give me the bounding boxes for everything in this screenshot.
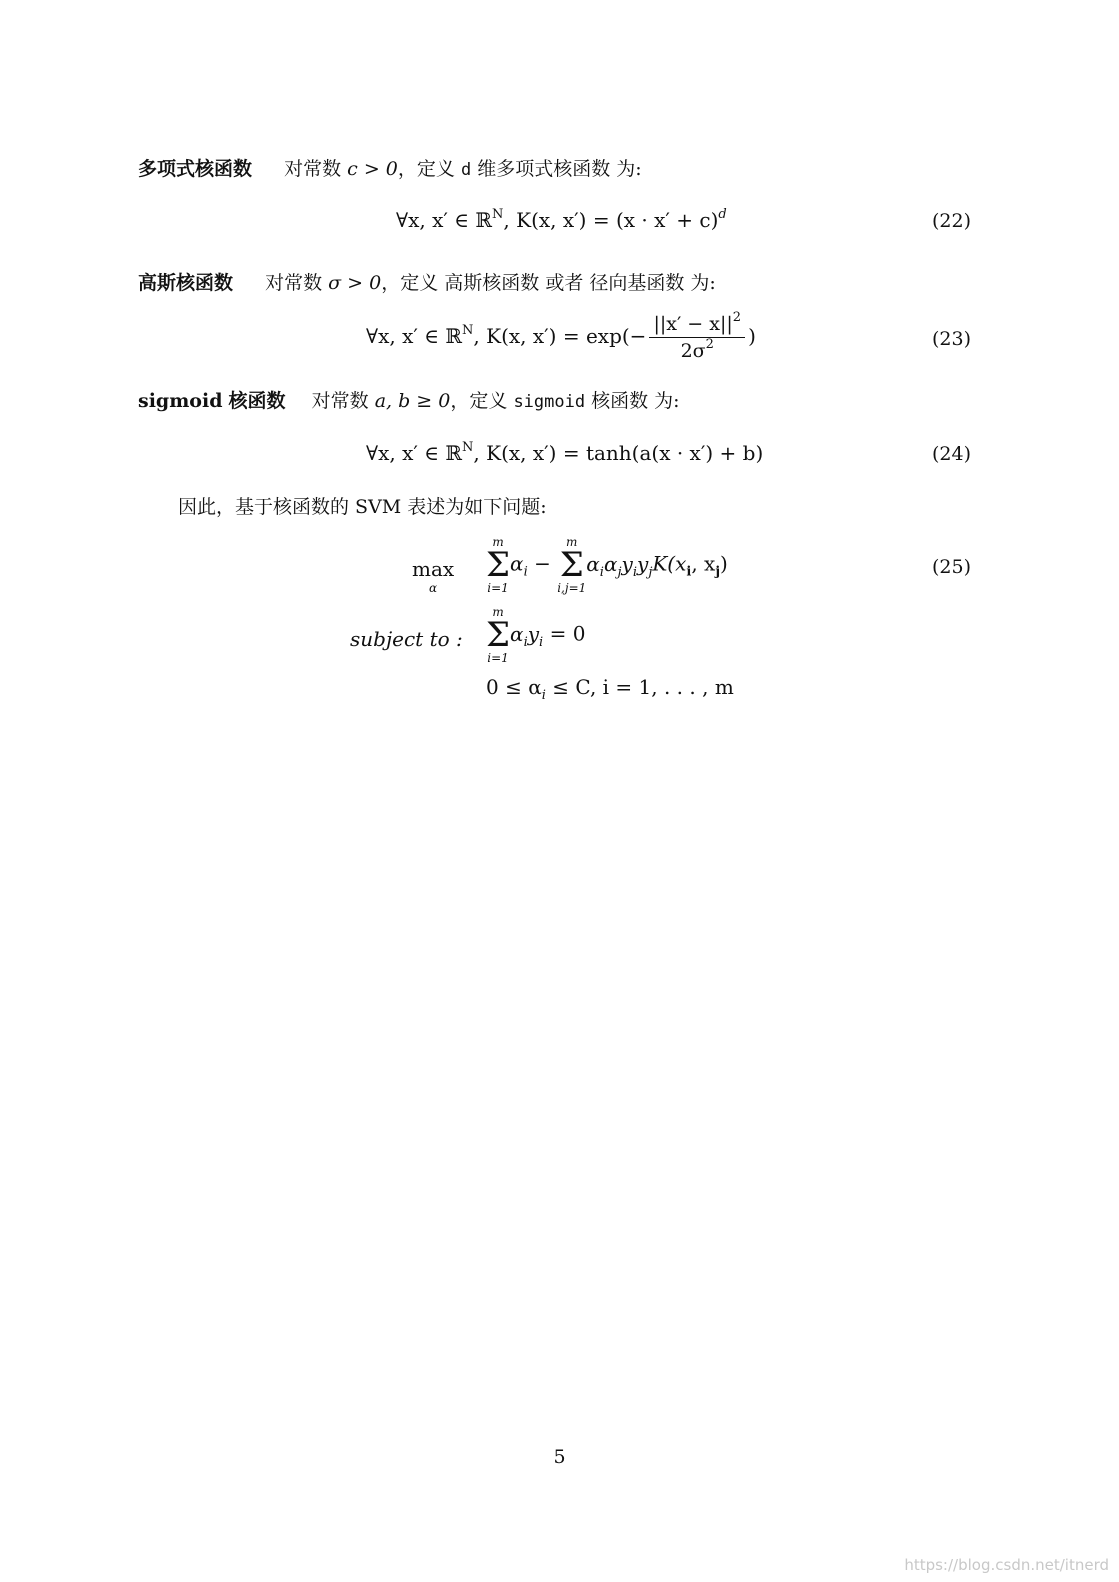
subject-to-label: subject to :	[350, 627, 463, 651]
sum-2: m Σ i,j=1	[557, 535, 587, 595]
sigmoid-paragraph	[138, 389, 680, 414]
svm-max-operator	[412, 556, 454, 594]
svm-intro: 因此，基于核函数的 SVM 表述为如下问题:	[178, 496, 547, 518]
sum-1: m Σ i=1	[486, 535, 511, 595]
sigmoid-text-pre: 对常数	[311, 390, 369, 412]
sigmoid-code: sigmoid	[513, 392, 586, 412]
eq24-lhs: ∀x, x′ ∈ ℝ	[366, 441, 463, 465]
sigmoid-heading-en: sigmoid	[138, 390, 223, 412]
poly-heading: 多项式核函数	[138, 158, 253, 180]
eq22-body: , K(x, x′) = (x · x′ + c)	[503, 208, 719, 232]
eq23-close: )	[748, 324, 756, 348]
poly-text-mid: ，定义	[397, 158, 455, 180]
svm-constraint-2: $0 \le \alpha_i \le C$, i = 1, . . . , m	[486, 675, 734, 703]
eq22-body-sup: d	[718, 207, 727, 222]
poly-condition: c > 0	[347, 158, 398, 180]
poly-code: d	[460, 160, 472, 180]
sigmoid-condition: a, b ≥ 0	[374, 390, 451, 412]
equation-22	[396, 207, 727, 233]
eq23-body: , K(x, x′) = exp(−	[473, 324, 647, 348]
equation-23	[366, 310, 756, 362]
gauss-heading: 高斯核函数	[138, 272, 234, 294]
eq22-lhs: ∀x, x′ ∈ ℝ	[396, 208, 493, 232]
eq23-denominator: $2\sigma^2$	[680, 337, 714, 362]
eq23-numerator: $||x' - x||^2$	[649, 313, 745, 338]
eq23-lhs-sup: N	[462, 323, 474, 338]
page-number: 5	[553, 1446, 566, 1468]
svm-objective: m Σ i=1 $\alpha_i$ − m Σ i,j=1 $\alpha_i\alpha_jy_iy_jK(x_i$, $x_j$)	[486, 535, 728, 595]
eq24-lhs-sup: N	[462, 440, 474, 455]
gauss-paragraph	[138, 271, 716, 295]
eq24-body: , K(x, x′) = tanh(a(x · x′) + b)	[473, 441, 764, 465]
equation-24	[366, 440, 763, 466]
poly-text-post: 维多项式核函数 为:	[477, 158, 642, 180]
poly-paragraph	[138, 157, 642, 182]
watermark: https://blog.csdn.net/itnerd	[904, 1556, 1109, 1574]
equation-number-25: (25)	[931, 556, 971, 578]
max-subscript: α	[429, 581, 438, 595]
eq23-fraction	[649, 310, 745, 362]
equation-number-22: (22)	[931, 210, 971, 232]
sigmoid-heading-cn: 核函数	[228, 390, 286, 412]
gauss-condition: σ > 0	[328, 272, 382, 294]
svm-constraint-1: m Σ i=1 $\alpha_iy_i = 0$	[486, 605, 586, 665]
eq23-lhs: ∀x, x′ ∈ ℝ	[366, 324, 463, 348]
equation-number-24: (24)	[931, 443, 971, 465]
sigmoid-text-post: 核函数 为:	[591, 390, 680, 412]
sigmoid-text-mid: ，定义	[450, 390, 508, 412]
sum-3: m Σ i=1	[486, 605, 511, 665]
gauss-text-post: ，定义 高斯核函数 或者 径向基函数 为:	[381, 272, 716, 294]
gauss-text-pre: 对常数	[265, 272, 323, 294]
max-label: max	[412, 557, 455, 581]
equation-number-23: (23)	[931, 328, 971, 350]
poly-text-pre: 对常数	[284, 158, 342, 180]
eq22-lhs-sup: N	[492, 207, 504, 222]
